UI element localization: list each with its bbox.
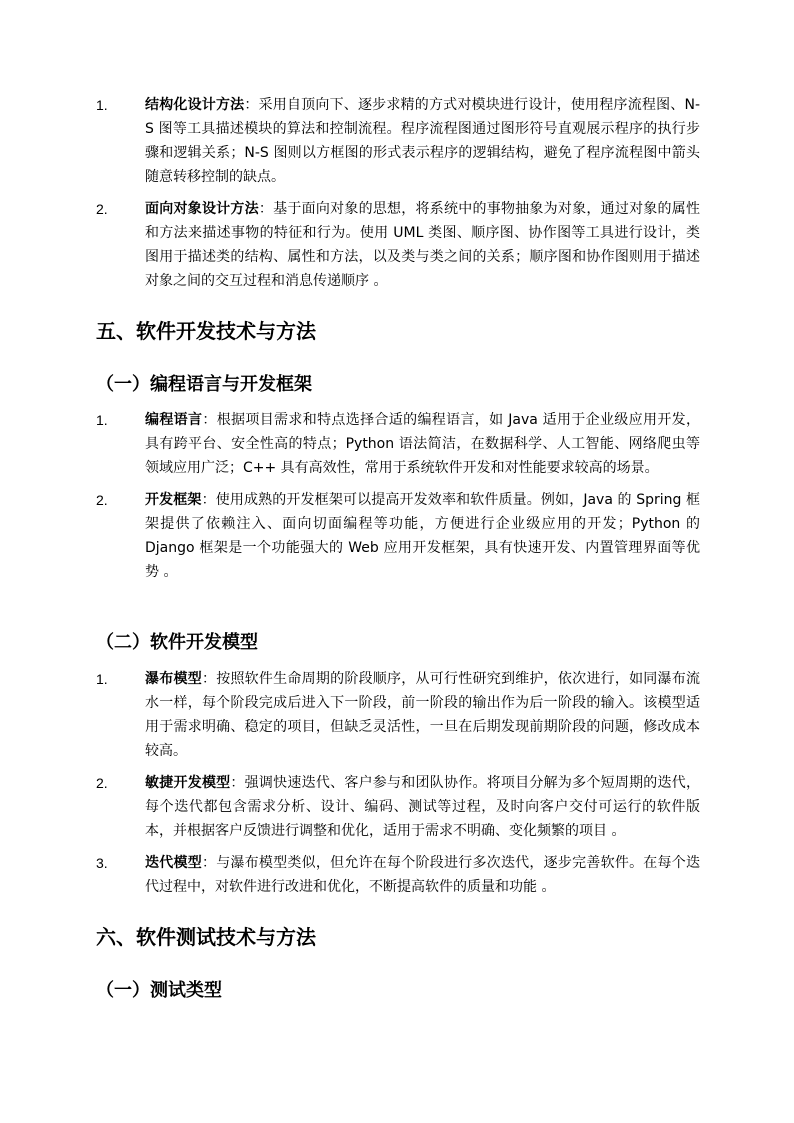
design-methods-list: [96, 93, 700, 293]
item-term: 瀑布模型: [145, 671, 202, 687]
list-item: [96, 408, 700, 480]
item-term: 开发框架: [145, 492, 202, 508]
subsection-heading-test-types: （一）测试类型: [96, 980, 222, 1001]
item-number: 3.: [96, 855, 108, 871]
list-item: [96, 93, 700, 189]
item-separator: ：: [201, 492, 216, 508]
item-text: 基于面向对象的思想，将系统中的事物抽象为对象，通过对象的属性和方法来描述事物的特征和行为。使用 UML 类图、顺序图、协作图等工具进行设计，类图用于描述类的结构、属性和方法，以及类与类之间的关系；顺序图和协作图则用于描述对象之间的交互过程和消息传递顺序 。: [145, 201, 701, 289]
item-text: 与瀑布模型类似，但允许在每个阶段进行多次迭代，逐步完善软件。在每个迭代过程中，对软件进行改进和优化，不断提高软件的质量和功能 。: [145, 855, 701, 895]
item-separator: ：: [258, 201, 274, 217]
list-item: [96, 667, 700, 763]
item-text: 采用自顶向下、逐步求精的方式对模块进行设计，使用程序流程图、N-S 图等工具描述模块的算法和控制流程。程序流程图通过图形符号直观展示程序的执行步骤和逻辑关系；N-S 图则以方框图的形式表示程序的逻辑结构，避免了程序流程图中箭头随意转移控制的缺点。: [145, 97, 701, 185]
item-text: 使用成熟的开发框架可以提高开发效率和软件质量。例如，Java 的 Spring 框架提供了依赖注入、面向切面编程等功能，方便进行企业级应用的开发；Python 的 Django 框架是一个功能强大的 Web 应用开发框架，具有快速开发、内置管理界面等优势 。: [145, 492, 700, 580]
item-separator: ：: [201, 671, 217, 687]
item-number: 1.: [96, 412, 108, 428]
item-number: 2.: [96, 201, 108, 217]
item-separator: ：: [244, 97, 259, 113]
item-text: 按照软件生命周期的阶段顺序，从可行性研究到维护，依次进行，如同瀑布流水一样，每个阶段完成后进入下一阶段，前一阶段的输出作为后一阶段的输入。该模型适用于需求明确、稳定的项目，但缺乏灵活性，一旦在后期发现前期阶段的问题，修改成本较高。: [145, 671, 701, 759]
item-number: 2.: [96, 492, 108, 508]
section-heading-6: 六、软件测试技术与方法: [96, 925, 316, 949]
item-text: 强调快速迭代、客户参与和团队协作。将项目分解为多个短周期的迭代，每个迭代都包含需求分析、设计、编码、测试等过程，及时向客户交付可运行的软件版本，并根据客户反馈进行调整和优化，适用于需求不明确、变化频繁的项目 。: [145, 775, 701, 839]
item-term: 敏捷开发模型: [145, 775, 231, 791]
item-term: 结构化设计方法: [145, 97, 245, 113]
languages-frameworks-list: [96, 408, 700, 584]
subsection-heading-models: （二）软件开发模型: [96, 632, 258, 653]
item-term: 迭代模型: [145, 855, 202, 871]
item-text: 根据项目需求和特点选择合适的编程语言，如 Java 适用于企业级应用开发，具有跨平台、安全性高的特点；Python 语法简洁，在数据科学、人工智能、网络爬虫等领域应用广泛；C++ 具有高效性，常用于系统软件开发和对性能要求较高的场景。: [145, 412, 700, 476]
item-term: 编程语言: [145, 412, 203, 428]
item-separator: ：: [202, 412, 217, 428]
item-separator: ：: [201, 855, 217, 871]
list-item: [96, 197, 700, 293]
section-heading-5: 五、软件开发技术与方法: [96, 319, 316, 343]
list-item: [96, 771, 700, 843]
development-models-list: [96, 667, 700, 899]
item-number: 1.: [96, 97, 108, 113]
list-item: [96, 851, 700, 899]
item-number: 1.: [96, 671, 108, 687]
item-separator: ：: [230, 775, 245, 791]
list-item: [96, 488, 700, 584]
item-number: 2.: [96, 775, 108, 791]
subsection-heading-languages: （一）编程语言与开发框架: [96, 374, 312, 395]
item-term: 面向对象设计方法: [145, 201, 259, 217]
